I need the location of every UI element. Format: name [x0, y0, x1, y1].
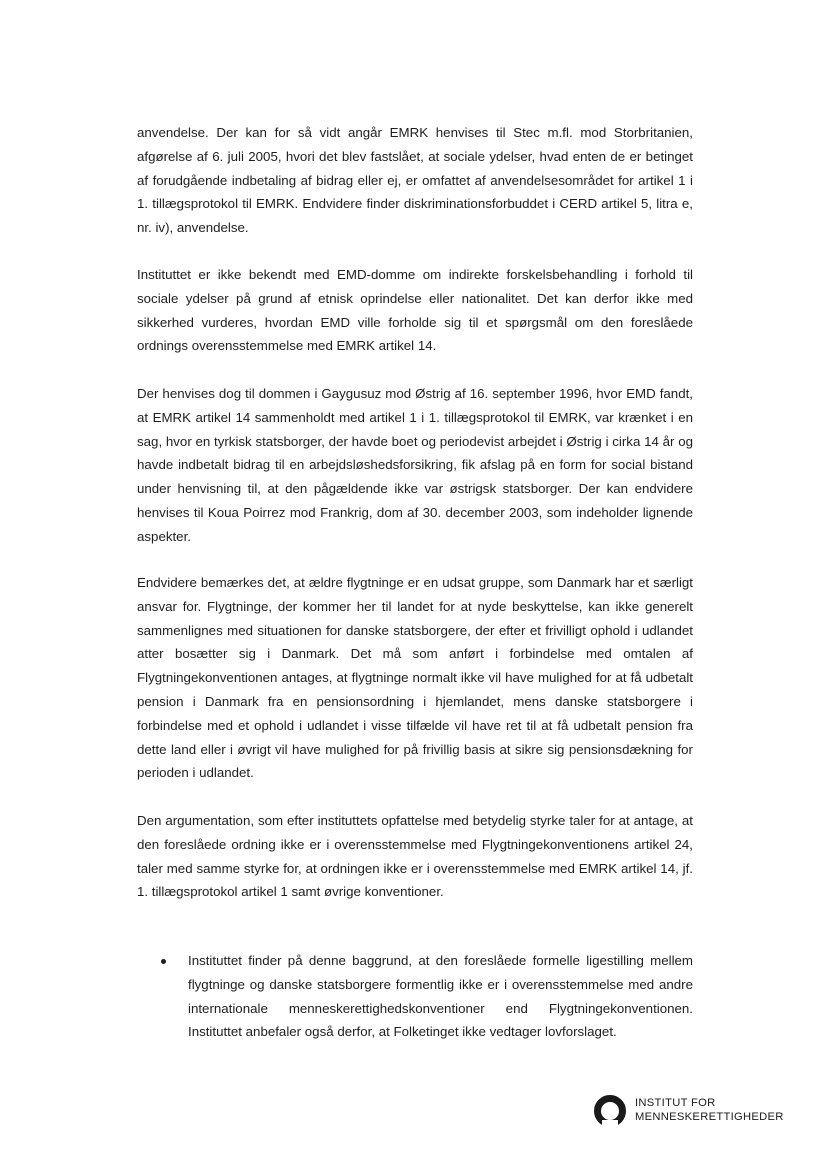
paragraph-gaygusuz: Der henvises dog til dommen i Gaygusuz mod Østrig af 16. september 1996, hvor EMD fandt, at EMRK artikel 14 sammenholdt med artikel 1 i 1. tillægsprotokol til EMRK, var krænket i en sag, hvor en tyrkisk statsborger, der havde boet og periodevist arbejdet i Østrig i cirka 14 år og havde indbetalt bidrag til en arbejdsløshedsforsikring, fik afslag på en form for social bistand under henvisning til, at den pågældende ikke var østrigsk statsborger. Der kan endvidere henvises til Koua Poirrez mod Frankrig, dom af 30. december 2003, som indeholder lignende aspekter.	[137, 386, 693, 544]
list-item	[137, 949, 693, 1044]
paragraph-emd-domme: Instituttet er ikke bekendt med EMD-domme om indirekte forskelsbehandling i forhold til sociale ydelser på grund af etnisk oprindelse eller nationalitet. Det kan derfor ikke med sikkerhed vurderes, hvordan EMD ville forholde sig til et spørgsmål om den foreslåede ordnings overensstemmelse med EMRK artikel 14.	[137, 267, 693, 354]
paragraph-emrk-stec: anvendelse. Der kan for så vidt angår EMRK henvises til Stec m.fl. mod Storbritanien, afgørelse af 6. juli 2005, hvori det blev fastslået, at sociale ydelser, hvad enten de er betinget af forudgående indbetaling af bidrag eller ej, er omfattet af anvendelsesområdet for artikel 1 i 1. tillægsprotokol til EMRK. Endvidere finder diskriminationsforbuddet i CERD artikel 5, litra e, nr. iv), anvendelse.	[137, 125, 693, 236]
logo-line-2: MENNESKERETTIGHEDER	[635, 1111, 784, 1123]
recommendation-list	[137, 949, 693, 1044]
logo-line-1: INSTITUT FOR	[635, 1097, 716, 1109]
paragraph-argumentation: Den argumentation, som efter instituttets opfattelse med betydelig styrke taler for at antage, at den foreslåede ordning ikke er i overensstemmelse med Flygtningekonventionens artikel 24, taler med samme styrke for, at ordningen ikke er i overensstemmelse med EMRK artikel 14, jf. 1. tillægsprotokol artikel 1 samt øvrige konventioner.	[137, 813, 693, 900]
institute-logo	[593, 1094, 793, 1130]
recommendation-text: Instituttet finder på denne baggrund, at den foreslåede formelle ligestilling mellem flygtninge og danske statsborgere formentlig ikke er i overensstemmelse med andre internationale menneskerettighedskonventioner end Flygtningekonventionen. Instituttet anbefaler også derfor, at Folketinget ikke vedtager lovforslaget.	[188, 953, 693, 1040]
ring-logo-icon	[593, 1094, 627, 1128]
logo-wordmark	[635, 1096, 784, 1124]
paragraph-aeldre-flygtninge: Endvidere bemærkes det, at ældre flygtninge er en udsat gruppe, som Danmark har et særligt ansvar for. Flygtninge, der kommer her til landet for at nyde beskyttelse, kan ikke generelt sammenlignes med situationen for danske statsborgere, der efter et frivilligt ophold i udlandet atter bosætter sig i Danmark. Det må som anført i forbindelse med omtalen af Flygtningekonventionen antages, at flygtninge normalt ikke vil have mulighed for at få udbetalt pension i Danmark fra en pensionsordning i hjemlandet, mens danske statsborgere i forbindelse med et ophold i udlandet i visse tilfælde vil have ret til at få udbetalt pension fra dette land eller i øvrigt vil have mulighed for på frivillig basis at sikre sig pensionsdækning for perioden i udlandet.	[137, 575, 693, 781]
bullet-icon	[161, 959, 166, 964]
